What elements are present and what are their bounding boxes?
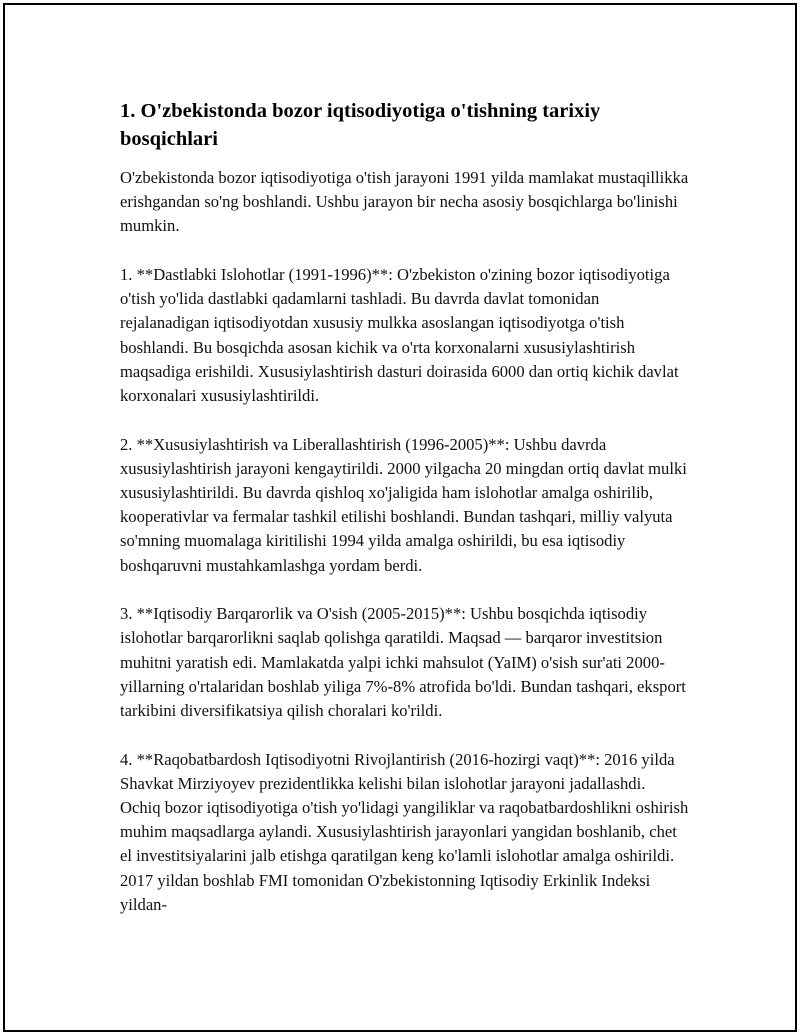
stage-paragraph-3: 3. **Iqtisodiy Barqarorlik va O'sish (2005-2015)**: Ushbu bosqichda iqtisodiy islohotlar barqarorlikni saqlab qolishga qaratildi. Maqsad — barqaror investitsion muhitni yaratish edi. Mamlakatda yalpi ichki mahsulot (YaIM) o'sish sur'ati 2000-yillarning o'rtalaridan boshlab yiliga 7%-8% atrofida bo'ldi. Bundan tashqari, eksport tarkibini diversifikatsiya qilish choralari ko'rildi. [120, 604, 686, 721]
intro-paragraph: O'zbekistonda bozor iqtisodiyotiga o'tish jarayoni 1991 yilda mamlakat mustaqillikka erishgandan so'ng boshlandi. Ushbu jarayon bir necha asosiy bosqichlarga bo'linishi mumkin. [120, 168, 689, 236]
stage-paragraph-4: 4. **Raqobatbardosh Iqtisodiyotni Rivojlantirish (2016-hozirgi vaqt)**: 2016 yilda Shavkat Mirziyoyev prezidentlikka kelishi bilan islohotlar jarayoni jadallashdi. Ochiq bozor iqtisodiyotiga o'tish yo'lidagi yangiliklar va raqobatbardoshlikni oshirish muhim maqsadlarga aylandi. Xususiylashtirish jarayonlari yangidan boshlanib, chet el investitsiyalarini jalb etishga qaratilgan keng ko'lamli islohotlar amalga oshirildi. 2017 yildan boshlab FMI tomonidan O'zbekistonning Iqtisodiy Erkinlik Indeksi yildan- [120, 749, 689, 914]
page-frame [3, 3, 797, 1032]
document-body [120, 97, 690, 941]
section-heading: 1. O'zbekistonda bozor iqtisodiyotiga o'tishning tarixiy bosqichlari [120, 100, 601, 150]
stage-paragraph-1: 1. **Dastlabki Islohotlar (1991-1996)**: O'zbekiston o'zining bozor iqtisodiyotiga o'tish yo'lida dastlabki qadamlarni tashladi. Bu davrda davlat tomonidan rejalanadigan iqtisodiyotdan xususiy mulkka asoslangan iqtisodiyotga o'tish boshlandi. Bu bosqichda asosan kichik va o'rta korxonalarni xususiylashtirish maqsadiga erishildi. Xususiylashtirish dasturi doirasida 6000 dan ortiq kichik davlat korxonalari xususiylashtirildi. [120, 265, 679, 406]
stage-paragraph-2: 2. **Xususiylashtirish va Liberallashtirish (1996-2005)**: Ushbu davrda xususiylashtirish jarayoni kengaytirildi. 2000 yilgacha 20 mingdan ortiq davlat mulki xususiylashtirildi. Bu davrda qishloq xo'jaligida ham islohotlar amalga oshirilib, kooperativlar va fermalar tashkil etilishi boshlandi. Bundan tashqari, milliy valyuta so'mning muomalaga kiritilishi 1994 yilda amalga oshirildi, bu esa iqtisodiy boshqaruvni mustahkamlashga yordam berdi. [120, 434, 687, 575]
